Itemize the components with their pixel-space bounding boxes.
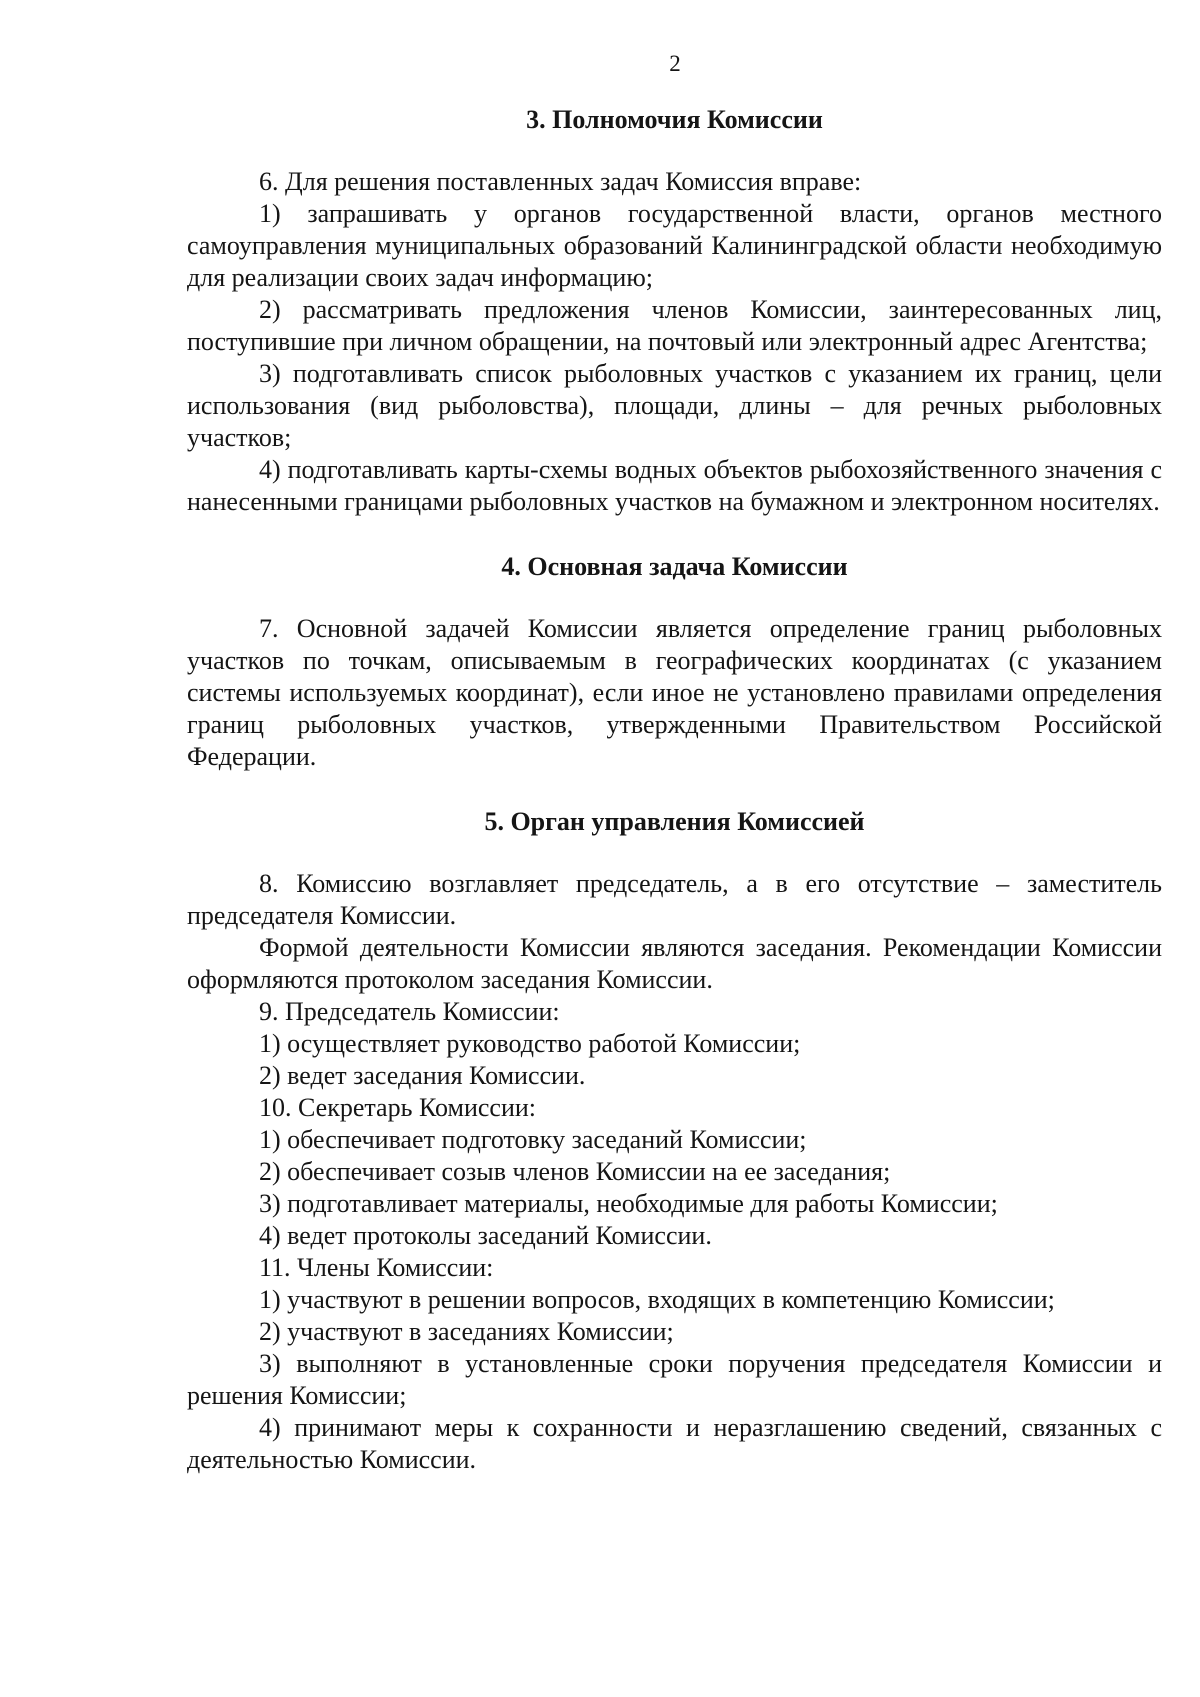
paragraph: 1) участвуют в решении вопросов, входящих в компетенцию Комиссии; xyxy=(259,1285,1055,1314)
paragraph: 1) обеспечивает подготовку заседаний Комиссии; xyxy=(259,1125,807,1154)
paragraph: 2) участвуют в заседаниях Комиссии; xyxy=(259,1317,674,1346)
section-governing-body xyxy=(187,806,1162,1476)
paragraph: 3) выполняют в установленные сроки поручения председателя Комиссии и решения Комиссии; xyxy=(187,1349,1162,1410)
section-main-task xyxy=(187,551,1162,773)
paragraph: 2) ведет заседания Комиссии. xyxy=(259,1061,586,1090)
paragraph: 9. Председатель Комиссии: xyxy=(259,997,560,1026)
paragraph: 8. Комиссию возглавляет председатель, а в его отсутствие – заместитель председателя Комиссии. xyxy=(187,869,1162,930)
paragraph: 1) осуществляет руководство работой Комиссии; xyxy=(259,1029,801,1058)
page-number: 2 xyxy=(669,51,681,76)
paragraph: 4) ведет протоколы заседаний Комиссии. xyxy=(259,1221,712,1250)
paragraph: Формой деятельности Комиссии являются заседания. Рекомендации Комиссии оформляются протоколом заседания Комиссии. xyxy=(187,933,1162,994)
section-heading: 5. Орган управления Комиссией xyxy=(484,807,865,836)
section-powers xyxy=(187,104,1162,518)
paragraph: 6. Для решения поставленных задач Комиссия вправе: xyxy=(259,167,862,196)
section-heading: 3. Полномочия Комиссии xyxy=(526,105,823,134)
paragraph: 2) обеспечивает созыв членов Комиссии на ее заседания; xyxy=(259,1157,891,1186)
paragraph: 2) рассматривать предложения членов Комиссии, заинтересованных лиц, поступившие при личном обращении, на почтовый или электронный адрес Агентства; xyxy=(187,295,1162,356)
paragraph: 10. Секретарь Комиссии: xyxy=(259,1093,536,1122)
paragraph: 3) подготавливать список рыболовных участков с указанием их границ, цели использования (вид рыболовства), площади, длины – для речных рыболовных участков; xyxy=(187,359,1162,452)
paragraph: 4) принимают меры к сохранности и неразглашению сведений, связанных с деятельностью Комиссии. xyxy=(187,1413,1162,1474)
paragraph: 3) подготавливает материалы, необходимые для работы Комиссии; xyxy=(259,1189,998,1218)
paragraph: 11. Члены Комиссии: xyxy=(259,1253,494,1282)
paragraph: 7. Основной задачей Комиссии является определение границ рыболовных участков по точкам, описываемым в географических координатах (с указанием системы используемых координат), если иное не установлено правилами определения границ рыболовных участков, утвержденными Правительством Российской Федерации. xyxy=(187,614,1162,771)
paragraph: 4) подготавливать карты-схемы водных объектов рыбохозяйственного значения с нанесенными границами рыболовных участков на бумажном и электронном носителях. xyxy=(187,455,1162,516)
document-body xyxy=(187,104,1162,1476)
paragraph: 1) запрашивать у органов государственной власти, органов местного самоуправления муниципальных образований Калининградской области необходимую для реализации своих задач информацию; xyxy=(187,199,1162,292)
section-heading: 4. Основная задача Комиссии xyxy=(501,552,848,581)
